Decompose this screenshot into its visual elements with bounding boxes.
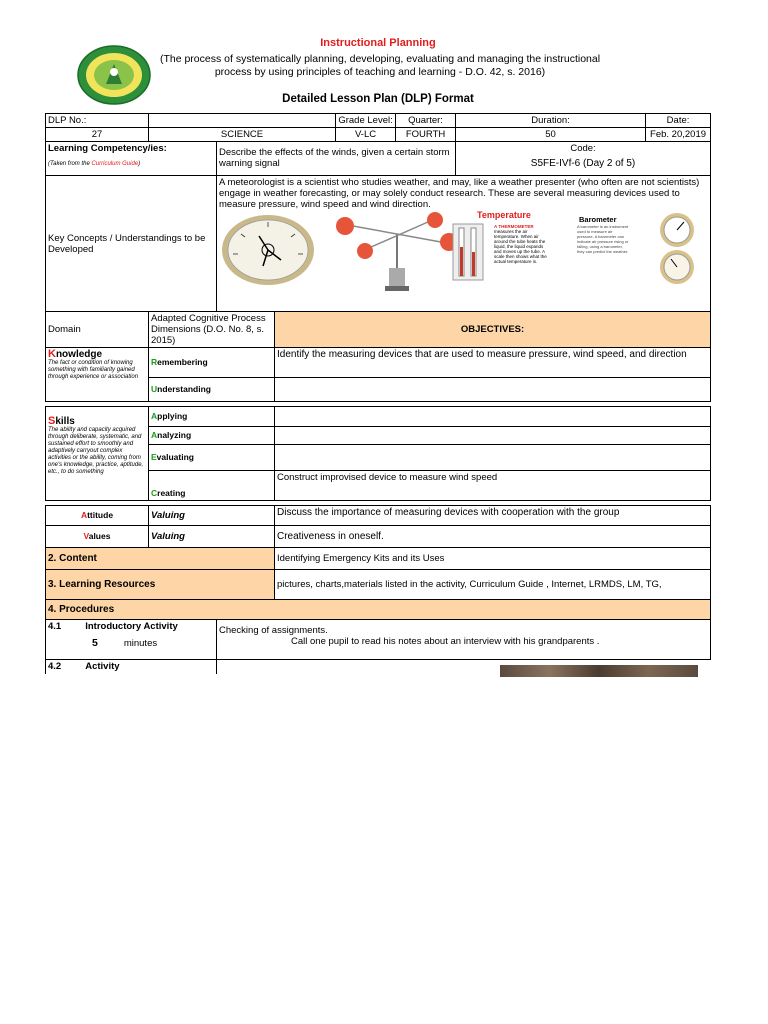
key-concepts-row — [46, 176, 711, 312]
applying-row — [46, 407, 711, 427]
attitude-objective: Discuss the importance of measuring devices with cooperation with the group — [275, 506, 711, 526]
attitude-row — [46, 506, 711, 526]
intro-activity-row — [46, 620, 711, 660]
anemometer-icon — [327, 206, 467, 294]
dlp-format-title: Detailed Lesson Plan (DLP) Format — [282, 93, 474, 105]
values-objective: Creativeness in oneself. — [275, 526, 711, 548]
values-label — [46, 526, 149, 548]
weather-instruments-images — [219, 210, 708, 310]
skills-cell — [46, 407, 149, 501]
understanding-label — [149, 378, 275, 402]
adapted-dimensions: Adapted Cognitive Process Dimensions (D.O. No. 8, s. 2015) — [149, 312, 275, 348]
competency-label: Learning Competency/ies: — [48, 143, 167, 154]
analyzing-label — [149, 427, 275, 445]
info-labels-row — [46, 114, 711, 128]
quarter-value: FOURTH — [396, 128, 456, 142]
code-cell — [456, 142, 711, 176]
evaluating-rest: valuating — [156, 452, 194, 462]
resources-label: 3. Learning Resources — [46, 570, 275, 600]
knowledge-definition: The fact or condition of knowing something with familiarity gained through experience or association — [48, 360, 139, 380]
understanding-rest: nderstanding — [157, 384, 211, 394]
instructional-planning-subtitle: (The process of systematically planning, developing, evaluating and managing the instructional process by using principles of teaching and learning - D.O. 42, s. 2016) — [159, 53, 601, 78]
intro-activity-cell — [217, 620, 711, 660]
remembering-row — [46, 348, 711, 378]
skills-label — [48, 416, 146, 427]
domain-row — [46, 312, 711, 348]
code-value: S5FE-IVf-6 (Day 2 of 5) — [530, 158, 636, 169]
dlp-no-label: DLP No.: — [46, 114, 149, 128]
barometer-dials-icon — [651, 212, 703, 287]
knowledge-rest: nowledge — [55, 349, 103, 360]
skills-definition: The ability and capacity acquired through deliberate, systematic, and sustained effort to smoothly and adaptively carryout complex activities or the ability, coming from one's knowledge, practice, aptitude, etc., to do something — [48, 427, 144, 475]
creating-rest: reating — [157, 488, 186, 498]
attitude-rest: ttitude — [87, 510, 114, 520]
remembering-first: R — [151, 357, 158, 367]
procedures-label: 4. Procedures — [46, 600, 711, 620]
applying-first: A — [151, 411, 158, 421]
remembering-label — [149, 348, 275, 378]
knowledge-label — [48, 349, 146, 360]
barometer-title: Barometer — [579, 215, 617, 224]
attitude-first: A — [80, 510, 88, 520]
content-text: Identifying Emergency Kits and its Uses — [275, 548, 711, 570]
grade-level-label: Grade Level: — [336, 114, 396, 128]
analyzing-rest: nalyzing — [157, 430, 192, 440]
evaluating-first: E — [151, 452, 157, 462]
procedures-row — [46, 600, 711, 620]
info-values-row — [46, 128, 711, 142]
applying-label — [149, 407, 275, 427]
key-concepts-label: Key Concepts / Understandings to be Developed — [46, 176, 217, 312]
thermometer-icon — [451, 222, 491, 282]
intro-minutes-num: 5 — [92, 637, 98, 649]
duration-label: Duration: — [456, 114, 646, 128]
key-concepts-cell — [217, 176, 711, 312]
creating-label — [149, 471, 275, 501]
curriculum-guide-link: Curriculum Guide — [91, 161, 139, 167]
resources-text: pictures, charts,materials listed in the activity, Curriculum Guide , Internet, LRMDS, LM, TG, — [275, 570, 711, 600]
intro-activity-heading — [48, 621, 214, 632]
document-header — [0, 0, 768, 115]
intro-minutes — [48, 638, 214, 649]
attitude-valuing: Valuing — [149, 506, 275, 526]
understanding-first: U — [151, 384, 158, 394]
intro-activity-label-cell — [46, 620, 217, 660]
hygrometer-dial-icon — [221, 214, 316, 286]
applying-objective — [275, 407, 711, 427]
activity-label-cell — [46, 660, 217, 674]
dlp-no-value: 27 — [46, 128, 149, 142]
competency-text: Describe the effects of the winds, given a certain storm warning signal — [217, 142, 456, 176]
grade-value: V-LC — [336, 128, 396, 142]
content-row — [46, 548, 711, 570]
knowledge-cell — [46, 348, 149, 402]
remembering-rest: emembering — [157, 357, 208, 367]
date-label: Date: — [646, 114, 711, 128]
key-concepts-text: A meteorologist is a scientist who studies weather, and may, like a weather presenter (who often are not scientists) engage in weather forecasting, or may solely conduct research. These are several measuring devices used to measure pressure, wind speed and wind direction. — [219, 177, 700, 210]
instructional-planning-title: Instructional Planning — [320, 37, 436, 49]
intro-text-2: Call one pupil to read his notes about an interview with his grandparents . — [291, 636, 600, 647]
understanding-objective — [275, 378, 711, 402]
creating-first: C — [151, 488, 158, 498]
remembering-objective: Identify the measuring devices that are used to measure pressure, wind speed, and direction — [275, 348, 711, 378]
objectives-header: OBJECTIVES: — [275, 312, 711, 348]
dlp-blank — [149, 114, 336, 128]
evaluating-objective — [275, 445, 711, 471]
intro-text-1: Checking of assignments. — [219, 625, 328, 636]
lesson-plan-table — [45, 113, 711, 674]
values-rest: alues — [88, 531, 111, 541]
subject-value: SCIENCE — [149, 128, 336, 142]
skills-rest: kills — [55, 416, 75, 427]
intro-label: Introductory Activity — [85, 621, 178, 632]
values-first: V — [83, 531, 89, 541]
activity-num: 4.2 — [48, 661, 62, 672]
analyzing-first: A — [151, 430, 158, 440]
date-value: Feb. 20,2019 — [646, 128, 711, 142]
quarter-label: Quarter: — [396, 114, 456, 128]
evaluating-label — [149, 445, 275, 471]
thermometer-caption: A THERMOMETER measures the air temperature. When air around the tube heats the liquid, the liquid expands and moves up the tube. A scale then shows what the actual temperature is. — [494, 224, 547, 264]
competency-label-cell — [46, 142, 217, 176]
code-label: Code: — [570, 143, 596, 154]
applying-rest: pplying — [157, 411, 188, 421]
content-label: 2. Content — [46, 548, 275, 570]
values-valuing: Valuing — [149, 526, 275, 548]
competency-note — [48, 159, 214, 170]
creating-objective: Construct improvised device to measure wind speed — [275, 471, 711, 501]
activity-photo — [500, 665, 698, 677]
temperature-title: Temperature — [477, 210, 531, 220]
skills-first-letter: S — [48, 415, 56, 427]
activity-label: Activity — [85, 661, 120, 672]
attitude-label — [46, 506, 149, 526]
intro-num: 4.1 — [48, 621, 62, 632]
competency-note-prefix: (Taken from the — [48, 161, 92, 167]
barometer-caption: A barometer is an instrument used to measure air pressure. A barometer can indicate air pressure rising or falling, using a barometer, they can predict the weather. — [577, 224, 629, 254]
duration-value: 50 — [456, 128, 646, 142]
competency-note-suffix: ) — [138, 161, 141, 167]
values-row — [46, 526, 711, 548]
knowledge-first-letter: K — [48, 348, 56, 360]
competency-row — [46, 142, 711, 176]
domain-label: Domain — [46, 312, 149, 348]
intro-minutes-label: minutes — [123, 638, 158, 649]
resources-row — [46, 570, 711, 600]
analyzing-objective — [275, 427, 711, 445]
